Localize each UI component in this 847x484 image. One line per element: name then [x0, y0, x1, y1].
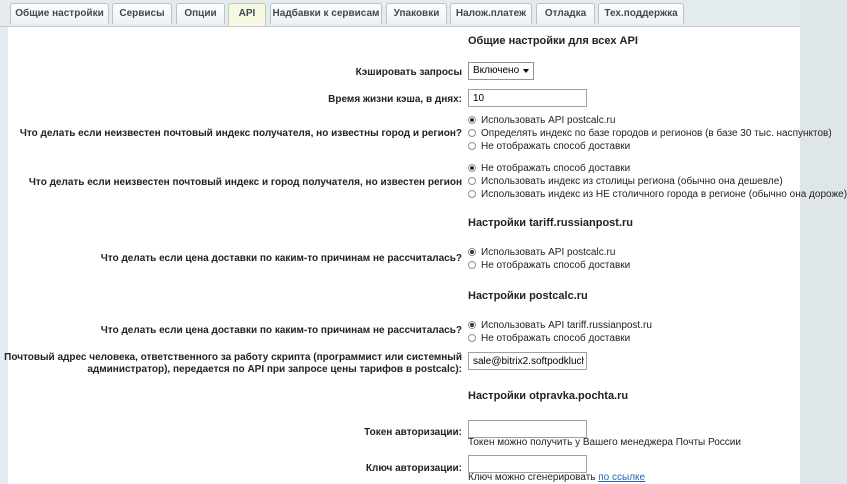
email-input[interactable] — [468, 352, 587, 370]
token-label: Токен авторизации: — [364, 427, 462, 438]
cache-select-value: Включено — [473, 65, 520, 76]
cache-select[interactable] — [468, 62, 534, 80]
radio-unchecked-icon[interactable] — [468, 129, 476, 137]
q2-option-2-label: Использовать индекс из столицы региона (обычно она дешевле) — [481, 176, 783, 187]
tab-cash-on-delivery[interactable]: Налож.платеж — [450, 3, 532, 24]
chevron-down-icon — [523, 69, 529, 73]
cache-ttl-label: Время жизни кэша, в днях: — [328, 94, 462, 105]
q1-option-2[interactable] — [468, 128, 832, 140]
tab-services[interactable]: Сервисы — [112, 3, 172, 24]
radio-unchecked-icon[interactable] — [468, 190, 476, 198]
tariff-option-2-label: Не отображать способ доставки — [481, 260, 631, 271]
tab-bar — [0, 0, 800, 27]
tariff-option-2[interactable] — [468, 260, 630, 272]
radio-checked-icon[interactable] — [468, 116, 476, 124]
q1-option-2-label: Определять индекс по базе городов и регионов (в базе 30 тыс. наспунктов) — [481, 128, 832, 139]
key-hint-text: Ключ можно сгенерировать — [468, 472, 596, 483]
q1-option-3[interactable] — [468, 141, 630, 153]
tab-api[interactable]: API — [228, 3, 266, 27]
radio-unchecked-icon[interactable] — [468, 177, 476, 185]
key-generate-link[interactable]: по ссылке — [598, 472, 646, 483]
q2-option-3-label: Использовать индекс из НЕ столичного города в регионе (обычно она дороже) — [481, 189, 847, 200]
postcalc-option-1[interactable] — [468, 320, 652, 332]
section-title-general: Общие настройки для всех API — [468, 35, 638, 47]
tariff-option-1[interactable] — [468, 247, 615, 259]
postcalc-q-label: Что делать если цена доставки по каким-то причинам не рассчиталась? — [100, 325, 462, 336]
radio-checked-icon[interactable] — [468, 321, 476, 329]
tab-packaging[interactable]: Упаковки — [386, 3, 447, 24]
key-input[interactable] — [468, 455, 587, 473]
radio-unchecked-icon[interactable] — [468, 142, 476, 150]
radio-unchecked-icon[interactable] — [468, 334, 476, 342]
panel-edge — [0, 27, 8, 484]
tab-debug[interactable]: Отладка — [536, 3, 595, 24]
radio-checked-icon[interactable] — [468, 164, 476, 172]
token-input[interactable] — [468, 420, 587, 438]
section-title-postcalc: Настройки postcalc.ru — [468, 290, 588, 302]
q2-label: Что делать если неизвестен почтовый индекс и город получателя, но известен регион — [28, 177, 462, 188]
settings-panel — [0, 26, 847, 484]
token-hint: Токен можно получить у Вашего менеджера Почты России — [468, 437, 741, 448]
tab-options[interactable]: Опции — [176, 3, 225, 24]
q2-option-3[interactable] — [468, 189, 847, 201]
q1-option-1-label: Использовать API postcalc.ru — [481, 115, 616, 126]
q2-option-1-label: Не отображать способ доставки — [481, 163, 631, 174]
tariff-option-1-label: Использовать API postcalc.ru — [481, 247, 616, 258]
q2-option-1[interactable] — [468, 163, 630, 175]
radio-unchecked-icon[interactable] — [468, 261, 476, 269]
q1-option-3-label: Не отображать способ доставки — [481, 141, 631, 152]
cache-label: Кэшировать запросы — [355, 67, 462, 78]
postcalc-option-2[interactable] — [468, 333, 630, 345]
key-hint — [468, 472, 645, 483]
tab-tech-support[interactable]: Тех.поддержка — [598, 3, 684, 24]
section-title-tariff: Настройки tariff.russianpost.ru — [468, 217, 633, 229]
tab-general-settings[interactable]: Общие настройки — [10, 3, 109, 24]
tab-service-markups[interactable]: Надбавки к сервисам — [270, 3, 382, 24]
q2-option-2[interactable] — [468, 176, 783, 188]
q1-label: Что делать если неизвестен почтовый индекс получателя, но известны город и регион? — [19, 128, 462, 139]
email-label-line1: Почтовый адрес человека, ответственного за работу скрипта (программист или системный — [4, 352, 462, 363]
key-label: Ключ авторизации: — [365, 463, 462, 474]
tariff-q-label: Что делать если цена доставки по каким-то причинам не рассчиталась? — [100, 253, 462, 264]
postcalc-option-1-label: Использовать API tariff.russianpost.ru — [481, 320, 652, 331]
radio-checked-icon[interactable] — [468, 248, 476, 256]
q1-option-1[interactable] — [468, 115, 615, 127]
cache-ttl-input[interactable] — [468, 89, 587, 107]
email-label-line2: администратор), передается по API при запросе цены тарифов в postcalc): — [87, 364, 462, 375]
postcalc-option-2-label: Не отображать способ доставки — [481, 333, 631, 344]
section-title-otpravka: Настройки otpravka.pochta.ru — [468, 390, 629, 402]
